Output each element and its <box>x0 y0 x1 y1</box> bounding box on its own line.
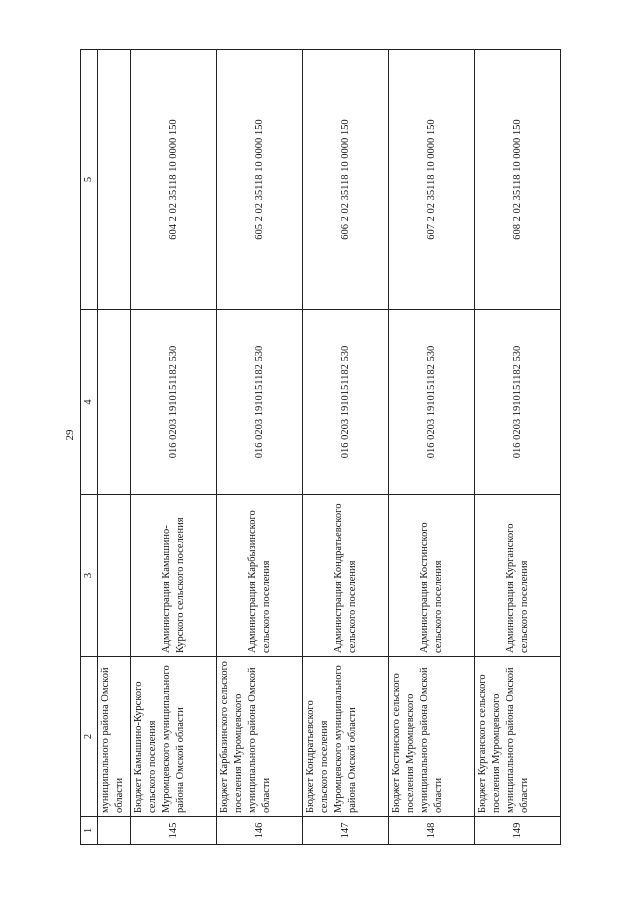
row-number: 148 <box>389 817 475 845</box>
administrator-name: Администрация Кондратьевского сельского поселения <box>303 495 389 657</box>
row-number: 145 <box>131 817 217 845</box>
header-col-2: 2 <box>81 657 98 817</box>
row-number: 147 <box>303 817 389 845</box>
table-row <box>303 50 389 845</box>
table-row-continuation <box>98 50 131 845</box>
page-number: 29 <box>64 429 76 441</box>
revenue-code <box>98 50 131 310</box>
administrator-name <box>98 495 131 657</box>
budget-name: Бюджет Кондратьевского сельского поселения Муромцевского муниципального района Омской области <box>303 657 389 817</box>
budget-name: Бюджет Карбызинского сельского поселения Муромцевского муниципального района Омской области <box>217 657 303 817</box>
row-number <box>98 817 131 845</box>
expense-code <box>98 310 131 495</box>
administrator-name: Администрация Курганского сельского поселения <box>475 495 561 657</box>
administrator-name: Администрация Костинского сельского поселения <box>389 495 475 657</box>
budget-name: Бюджет Курганского сельского поселения Муромцевского муниципального района Омской области <box>475 657 561 817</box>
expense-code: 016 0203 1910151182 530 <box>475 310 561 495</box>
budget-name: Бюджет Камышино-Курского сельского поселения Муромцевского муниципального района Омской области <box>131 657 217 817</box>
rotated-table-frame <box>80 50 545 845</box>
table-row <box>389 50 475 845</box>
revenue-code: 604 2 02 35118 10 0000 150 <box>131 50 217 310</box>
revenue-code: 608 2 02 35118 10 0000 150 <box>475 50 561 310</box>
revenue-code: 605 2 02 35118 10 0000 150 <box>217 50 303 310</box>
administrator-name: Администрация Камышино-Курского сельского поселения <box>131 495 217 657</box>
budget-name: муниципального района Омской области <box>98 657 131 817</box>
table-container <box>80 50 545 845</box>
header-col-3: 3 <box>81 495 98 657</box>
table-row <box>217 50 303 845</box>
administrator-name: Администрация Карбызинского сельского поселения <box>217 495 303 657</box>
revenue-code: 606 2 02 35118 10 0000 150 <box>303 50 389 310</box>
header-col-4: 4 <box>81 310 98 495</box>
header-col-5: 5 <box>81 50 98 310</box>
expense-code: 016 0203 1910151182 530 <box>217 310 303 495</box>
table-row <box>475 50 561 845</box>
revenue-code: 607 2 02 35118 10 0000 150 <box>389 50 475 310</box>
row-number: 149 <box>475 817 561 845</box>
table-row <box>131 50 217 845</box>
header-col-1: 1 <box>81 817 98 845</box>
row-number: 146 <box>217 817 303 845</box>
budget-table <box>80 49 561 845</box>
expense-code: 016 0203 1910151182 530 <box>389 310 475 495</box>
expense-code: 016 0203 1910151182 530 <box>131 310 217 495</box>
budget-name: Бюджет Костинского сельского поселения Муромцевского муниципального района Омской области <box>389 657 475 817</box>
header-row <box>81 50 98 845</box>
expense-code: 016 0203 1910151182 530 <box>303 310 389 495</box>
